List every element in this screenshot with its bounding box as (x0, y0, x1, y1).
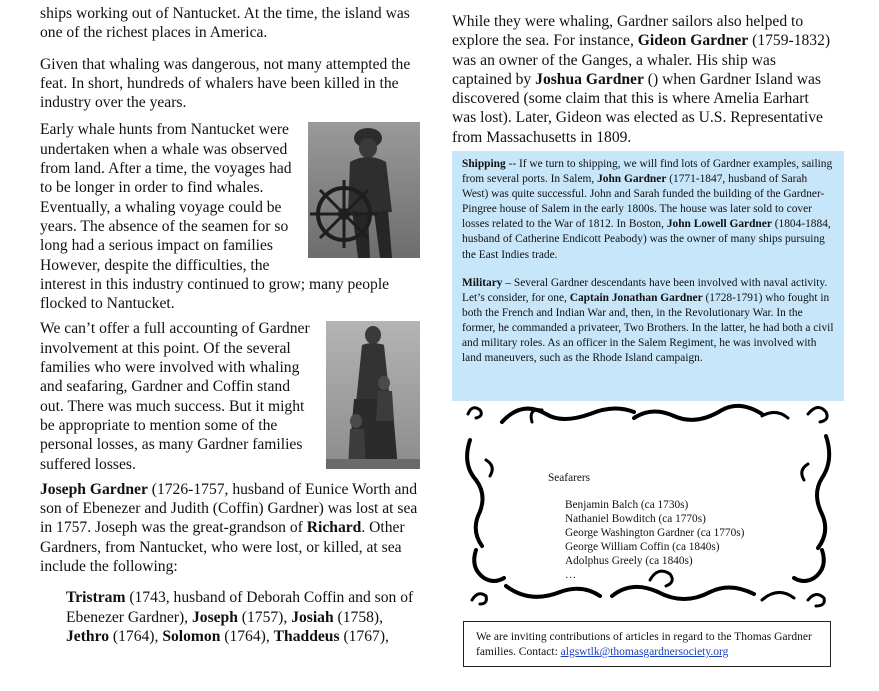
heading-shipping: Shipping (462, 158, 506, 170)
list-item: George Washington Gardner (ca 1770s) (565, 527, 745, 539)
seafarers-panel (548, 471, 744, 582)
ship-wheel-statue-photo (308, 122, 420, 258)
list-item: Adolphus Greely (ca 1840s) (565, 555, 693, 567)
name-captain-jonathan-gardner: Captain Jonathan Gardner (569, 291, 703, 304)
seafarers-list (548, 498, 744, 582)
right-column (452, 12, 836, 147)
mother-children-statue-photo (326, 321, 420, 469)
name-joseph-gardner: Joseph Gardner (40, 480, 148, 498)
paragraph-exploration: While they were whaling, Gardner sailors also helped to explore the sea. For instance, Gideon Gardner (1759-1832) was an owner of the Ganges, a whaler. His ship was captained by Joshua Gardner () when Gardner Island was discovered (some claim that this is where Amelia Earhart was lost). Later, Gideon was elected as U.S. Representative from Massachusetts in 1809. (452, 13, 831, 146)
paragraph-danger: Given that whaling was dangerous, not many attempted the feat. In short, hundreds of whalers have been killed in the industry over the years. (40, 55, 411, 112)
seafarers-title: Seafarers (548, 472, 591, 484)
contact-text: We are inviting contributions of articles in regard to the Thomas Gardner families. Contact: (476, 631, 812, 658)
list-item: Benjamin Balch (ca 1730s) (565, 499, 689, 511)
paragraph-shipping: Shipping -- If we turn to shipping, we will find lots of Gardner examples, sailing from several ports. In Salem, John Gardner (1771-1847, husband of Sarah West) was quite successful. John and Sarah funded the building of the Gardner-Pingree house of Salem in the early 1800s. The house was later sold to cover losses related to the War of 1812. In Boston, John Lowell Gardner (1804-1884, husband of Catherine Endicott Peabody) was the owner of many ships pursuing the East Indies trade. (462, 158, 833, 261)
list-item: Nathaniel Bowditch (ca 1770s) (565, 513, 706, 525)
paragraph-military: Military – Several Gardner descendants have been involved with naval activity. Let’s consider, for one, Captain Jonathan Gardner (1728-1791) who fought in both the French and Indian War and, then, in the Revolutionary War. In the former, he commanded a privateer, Two Brothers. In the latter, he had both a civil and military roles. As an officer in the Salem Regiment, he was involved with land maneuvers, such as the Rhode Island campaign. (462, 276, 834, 365)
contact-box (463, 621, 831, 667)
name-tristram: Tristram (66, 589, 126, 607)
name-joshua-gardner: Joshua Gardner (535, 70, 644, 88)
name-richard: Richard (306, 519, 362, 537)
name-john-lowell-gardner: John Lowell Gardner (666, 218, 772, 231)
name-thaddeus: Thaddeus (273, 627, 340, 645)
name-gideon-gardner: Gideon Gardner (637, 32, 749, 50)
name-john-gardner: John Gardner (597, 173, 667, 186)
shipping-military-box (452, 151, 844, 401)
paragraph-nantucket: ships working out of Nantucket. At the time, the island was one of the richest places in America. (40, 5, 410, 42)
name-jethro: Jethro (66, 627, 110, 645)
name-solomon: Solomon (162, 627, 221, 645)
list-item: George William Coffin (ca 1840s) (565, 541, 720, 553)
list-item: … (565, 569, 577, 581)
paragraph-accounting: We can’t offer a full accounting of Gardner involvement at this point. Of the several families who were involved with whaling and seafaring, Gardner and Coffin stand out. There was much success. But it might be appropriate to mention some of the personal losses, as many Gardner families suffered losses. (40, 320, 310, 473)
left-column (40, 4, 420, 646)
paragraph-lost-at-sea-list: Tristram (1743, husband of Deborah Coffin and son of Ebenezer Gardner), Joseph (1757), Josiah (1758), Jethro (1764), Solomon (1764), Thaddeus (1767), (66, 589, 414, 645)
name-joseph: Joseph (191, 608, 238, 626)
heading-military: Military (462, 276, 503, 289)
contact-email-link[interactable]: algswtlk@thomasgardnersociety.org (560, 646, 729, 658)
paragraph-joseph-gardner: Joseph Gardner (1726-1757, husband of Eunice Worth and son of Ebenezer and Judith (Coffin) Gardner) was lost at sea in 1757. Joseph was the great-grandson of Richard. Other Gardners, from Nantucket, who were lost, or killed, at sea include the following: (40, 480, 418, 576)
paragraph-early-hunts: Early whale hunts from Nantucket were undertaken when a whale was observed from land. After a time, the voyages had to be longer in order to find whales. Eventually, a whaling voyage could be years. The absence of the seamen for so long had a serious impact on families However, despite the difficulties, the interest in this industry continued to grow; many people flocked to Nantucket. (40, 121, 390, 313)
name-josiah: Josiah (291, 608, 334, 626)
